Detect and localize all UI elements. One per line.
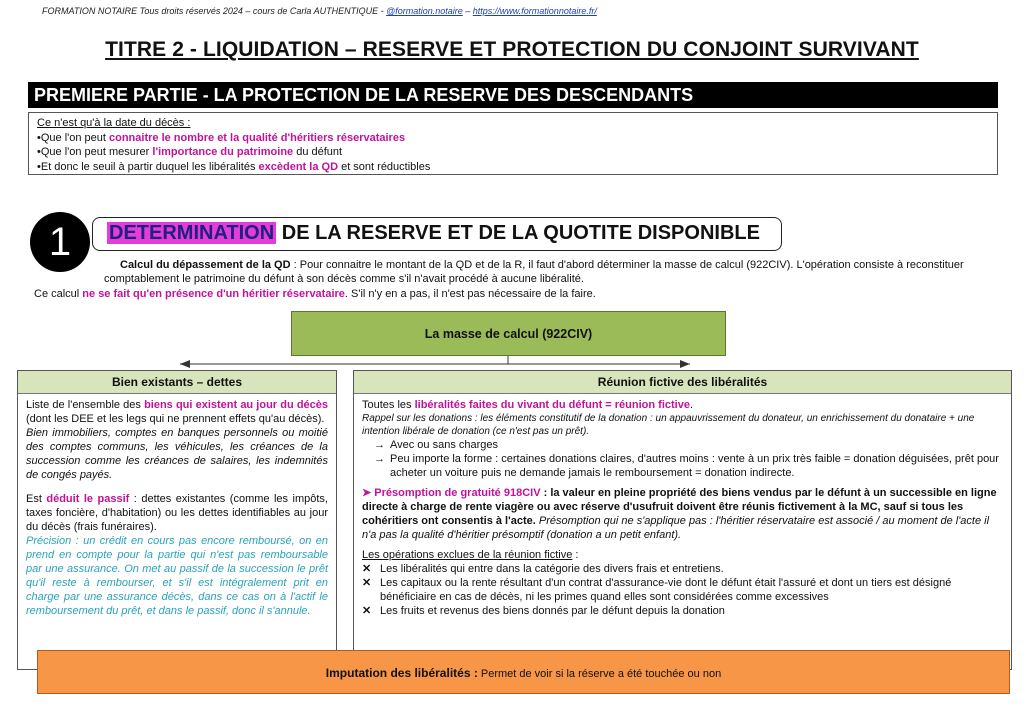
intro-bullet-2: •Que l'on peut mesurer l'importance du patrimoine du défunt <box>37 146 343 158</box>
section-highlight: DETERMINATION <box>109 222 275 244</box>
section-heading <box>92 217 782 251</box>
assets-para-1: Liste de l'ensemble des biens qui existent au jour du décès (dont les DEE et les legs qui ne prennent effets qu'au décès). <box>26 399 329 425</box>
exclusion-item-1: ✕ Les libéralités qui entre dans la catégorie des divers frais et entretiens. <box>362 563 724 575</box>
fictive-reunion-panel <box>353 370 1012 670</box>
calc-paragraph <box>34 258 998 286</box>
handle-link[interactable]: @formation.notaire <box>386 6 463 16</box>
document-title: TITRE 2 - LIQUIDATION – RESERVE ET PROTECTION DU CONJOINT SURVIVANT <box>105 38 919 61</box>
donation-reminder: Rappel sur les donations : les éléments constitutif de la donation : un appauvrissement du donateur, un enrichissement du donataire + une intention libérale de donation (ce n'est pas un prêt). <box>362 413 975 437</box>
reunion-para-1: Toutes les libéralités faites du vivant du défunt = réunion fictive. <box>362 399 694 411</box>
assets-precision: Précision : un crédit en cours pas encore remboursé, on en prend en compte pour la partie qui n'est pas remboursable par une assurance. On met au passif de la succession le prêt qu'il reste à rembourser, et s'il est intégralement prit en charge par une assurance décès, dans ce cas on à l'actif le remboursement du prêt, et dans le passif, donc il s'annule. <box>26 535 328 617</box>
assets-para-2: Bien immobiliers, comptes en banques personnels ou moitié des comptes communs, les véhicules, les créances de la succession comme les créances de salaires, les indemnités de congés payés. <box>26 427 328 481</box>
intro-bullet-3: •Et donc le seuil à partir duquel les libéralités excèdent la QD et sont réductibles <box>37 160 431 173</box>
calc-line-1: : Pour connaitre le montant de la QD et de la R, il faut d'abord déterminer la masse de calcul (922CIV). L'opération consiste à reconstituer <box>290 259 964 271</box>
cross-icon: ✕ <box>362 577 372 589</box>
fictive-reunion-heading: Réunion fictive des libéralités <box>354 371 1011 394</box>
existing-assets-panel <box>17 370 337 670</box>
header-sep: – <box>462 6 473 16</box>
arrow-right-icon: → <box>374 439 385 451</box>
arrow-item-1: → Avec ou sans charges <box>374 439 499 451</box>
imputation-box <box>37 650 1010 694</box>
intro-bullet-1: •Que l'on peut connaitre le nombre et la qualité d'héritiers réservataires <box>37 131 406 144</box>
header-line <box>42 6 597 16</box>
imputation-label: Imputation des libéralités : <box>325 666 478 680</box>
calc-condition: Ce calcul ne se fait qu'en présence d'un héritier réservataire. S'il n'y en a pas, il n'est pas nécessaire de la faire. <box>34 288 596 300</box>
cross-icon: ✕ <box>362 563 372 575</box>
exclusion-item-3: ✕ Les fruits et revenus des biens donnés par le défunt depuis la donation <box>362 605 725 617</box>
intro-lead: Ce n'est qu'à la date du décès : <box>37 117 191 129</box>
arrow-left-head <box>180 360 190 368</box>
exclusion-item-2: ✕ Les capitaux ou la rente résultant d'un contrat d'assurance-vie dont le défunt était l'assuré et dont un tiers est désigné bénéficiaire en cas de décès, ni les primes quand elles sont considérées comme excessives <box>362 577 952 603</box>
calc-line-2: comptablement le patrimoine du défunt à son décès comme s'il n'avait procédé à aucune libéralité. <box>104 273 584 285</box>
existing-assets-heading: Bien existants – dettes <box>18 371 336 394</box>
assets-para-3: Est déduit le passif : dettes existantes (comme les impôts, taxes foncière, d'habitation) ou les dettes identifiables au jour du décès (frais funéraires). <box>26 493 328 533</box>
exclusions-lead: Les opérations exclues de la réunion fictive : <box>362 549 579 561</box>
step-number-badge: 1 <box>30 212 90 272</box>
header-text: FORMATION NOTAIRE Tous droits réservés 2024 – cours de Carla AUTHENTIQUE - <box>42 6 387 16</box>
part-banner: PREMIERE PARTIE - LA PROTECTION DE LA RESERVE DES DESCENDANTS <box>28 82 998 108</box>
section-heading-rest: DE LA RESERVE ET DE LA QUOTITE DISPONIBLE <box>276 222 760 244</box>
imputation-text: Permet de voir si la réserve a été touchée ou non <box>477 668 722 680</box>
presumption-para: ➤ Présomption de gratuité 918CIV : la valeur en pleine propriété des biens vendus par le défunt à un successible en ligne directe à charge de rente viagère ou avec réserve d'usufruit doivent être réunis fictivement à la MC, sauf si tous les cohéritiers ont consentis à l'acte. Présomption qui ne s'applique pas : l'héritier réservataire est associé / au moment de l'acte il n'a pas la qualité d'héritier présomptif (donation a un petit enfant). <box>362 487 997 541</box>
intro-box <box>28 112 998 175</box>
website-link[interactable]: https://www.formationnotaire.fr/ <box>472 6 597 16</box>
mass-calc-box: La masse de calcul (922CIV) <box>291 311 726 356</box>
arrow-right-icon: → <box>374 453 385 465</box>
arrow-right-head <box>680 360 690 368</box>
calc-bold: Calcul du dépassement de la QD <box>120 259 291 271</box>
cross-icon: ✕ <box>362 605 372 617</box>
arrow-item-2: → Peu importe la forme : certaines donations claires, d'autres moins : vente à un prix très faible = donation déguisées, prêt pour acheter un voiture puis ne demande jamais le remboursement = donation indirecte. <box>374 453 999 479</box>
